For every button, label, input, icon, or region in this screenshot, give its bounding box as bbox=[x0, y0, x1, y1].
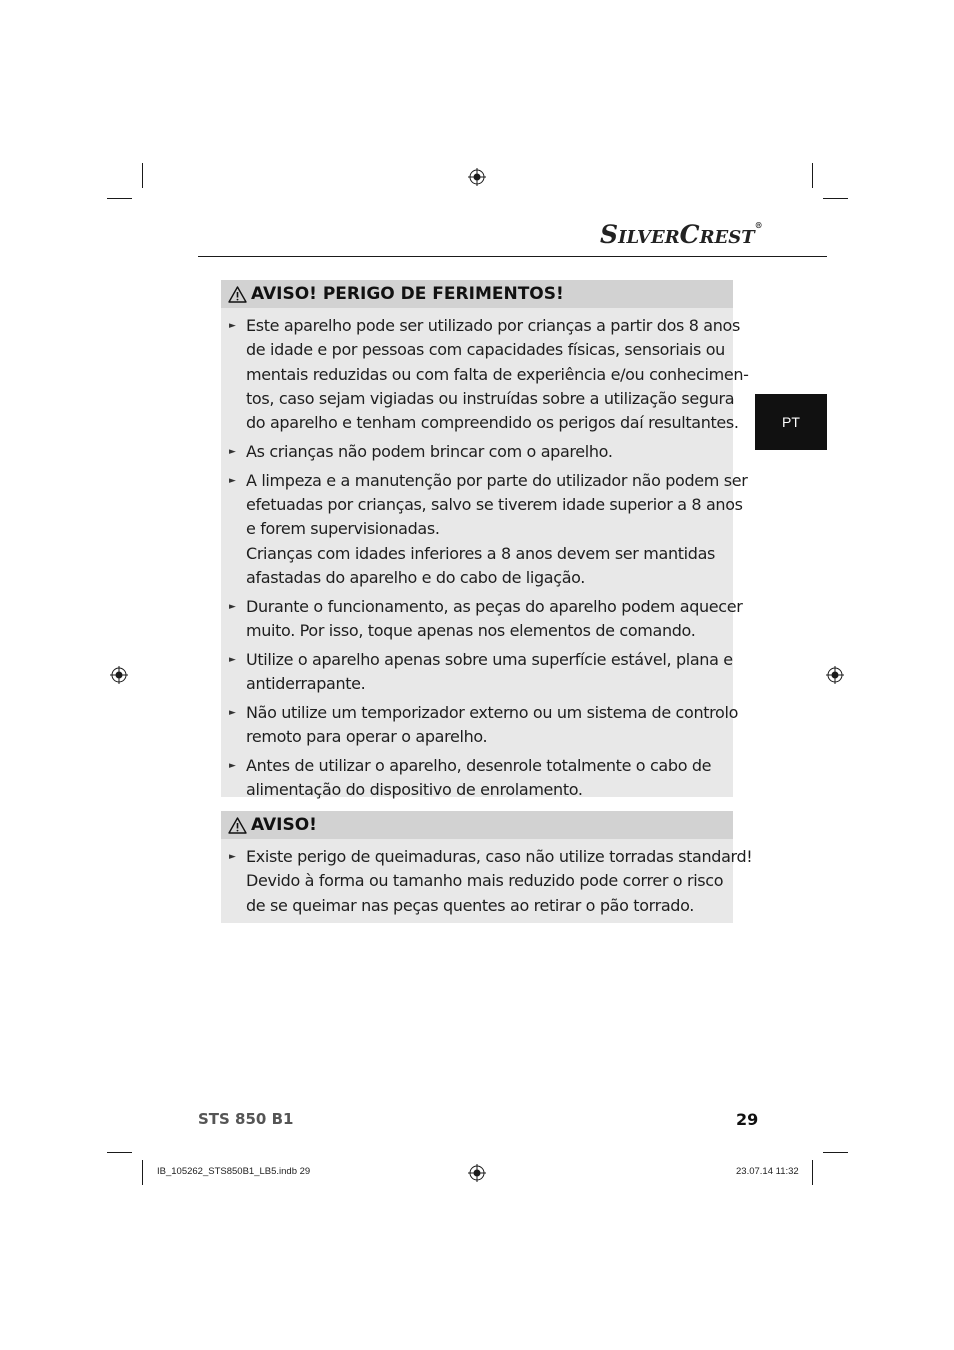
warning-box-title: AVISO! bbox=[221, 811, 733, 839]
list-item-line: efetuadas por crianças, salvo se tiverem idade superior a 8 anos bbox=[246, 495, 743, 515]
list-item-line: Este aparelho pode ser utilizado por crianças a partir dos 8 anos bbox=[246, 316, 740, 335]
list-item-line: Devido à forma ou tamanho mais reduzido pode correr o risco bbox=[246, 871, 724, 891]
list-item-line: As crianças não podem brincar com o aparelho. bbox=[246, 441, 613, 461]
list-item-line: Antes de utilizar o aparelho, desenrole totalmente o cabo de bbox=[246, 756, 712, 776]
list-item-line: e forem supervisionadas. bbox=[246, 519, 440, 539]
crop-mark bbox=[812, 163, 813, 188]
list-item bbox=[229, 595, 743, 644]
warning-triangle-icon bbox=[228, 286, 247, 303]
list-item bbox=[229, 701, 739, 750]
model-number: STS 850 B1 bbox=[198, 1110, 294, 1128]
list-item-line: mentais reduzidas ou com falta de experiência e/ou conhecimen- bbox=[246, 364, 749, 384]
bullet-arrow-icon: ► bbox=[229, 852, 236, 862]
list-item-line: Não utilize um temporizador externo ou um sistema de controlo bbox=[246, 702, 739, 722]
list-item-line: afastadas do aparelho e do cabo de ligação. bbox=[246, 567, 586, 587]
list-item-line: tos, caso sejam vigiadas ou instruídas sobre a utilização segura bbox=[246, 388, 735, 408]
list-item-line: Existe perigo de queimaduras, caso não utilize torradas standard! bbox=[246, 847, 753, 866]
page-number: 29 bbox=[736, 1110, 759, 1129]
header-rule bbox=[198, 256, 827, 257]
registration-mark-icon bbox=[826, 666, 844, 684]
list-item bbox=[229, 314, 749, 435]
bullet-arrow-icon: ► bbox=[229, 601, 236, 612]
brand-logo: SILVERCREST® bbox=[600, 220, 763, 249]
slug-timestamp: 23.07.14 11:32 bbox=[736, 1166, 799, 1177]
warning-triangle-icon bbox=[228, 817, 247, 834]
warning-list bbox=[221, 839, 753, 918]
registration-mark-icon bbox=[468, 168, 486, 186]
warning-box-burns bbox=[221, 811, 753, 923]
bullet-arrow-icon: ► bbox=[229, 446, 236, 457]
list-item bbox=[229, 440, 727, 464]
crop-mark bbox=[823, 1152, 848, 1153]
crop-mark bbox=[142, 1160, 143, 1185]
list-item-line: de se queimar nas peças quentes ao retirar o pão torrado. bbox=[246, 895, 694, 915]
registration-mark-icon bbox=[468, 1164, 486, 1182]
list-item-line: alimentação do dispositivo de enrolamento. bbox=[246, 780, 583, 800]
list-item bbox=[229, 469, 748, 590]
crop-mark bbox=[107, 198, 132, 199]
list-item bbox=[229, 648, 733, 697]
list-item bbox=[229, 754, 727, 803]
crop-mark bbox=[107, 1152, 132, 1153]
list-item-line: Durante o funcionamento, as peças do aparelho podem aquecer bbox=[246, 596, 743, 616]
bullet-arrow-icon: ► bbox=[229, 654, 236, 665]
list-item bbox=[229, 845, 753, 918]
crop-mark bbox=[142, 163, 143, 188]
warning-box-title: AVISO! PERIGO DE FERIMENTOS! bbox=[221, 280, 733, 308]
crop-mark bbox=[812, 1160, 813, 1185]
list-item-line: de idade e por pessoas com capacidades físicas, sensoriais ou bbox=[246, 340, 725, 360]
list-item-line: A limpeza e a manutenção por parte do utilizador não podem ser bbox=[246, 470, 748, 490]
bullet-arrow-icon: ► bbox=[229, 761, 236, 772]
list-item-line: antiderrapante. bbox=[246, 674, 366, 694]
list-item-line: Utilize o aparelho apenas sobre uma superfície estável, plana e bbox=[246, 649, 733, 669]
language-tab: PT bbox=[755, 394, 827, 450]
warning-box-injury bbox=[221, 280, 749, 800]
list-item-line: Crianças com idades inferiores a 8 anos devem ser mantidas bbox=[246, 543, 716, 563]
crop-mark bbox=[823, 198, 848, 199]
list-item-line: do aparelho e tenham compreendido os perigos daí resultantes. bbox=[246, 413, 739, 433]
list-item-line: remoto para operar o aparelho. bbox=[246, 727, 488, 747]
warning-list bbox=[221, 308, 749, 803]
slug-file: IB_105262_STS850B1_LB5.indb 29 bbox=[157, 1166, 311, 1177]
bullet-arrow-icon: ► bbox=[229, 707, 236, 718]
bullet-arrow-icon: ► bbox=[229, 475, 236, 486]
registration-mark-icon bbox=[110, 666, 128, 684]
list-item-line: muito. Por isso, toque apenas nos elementos de comando. bbox=[246, 621, 696, 641]
bullet-arrow-icon: ► bbox=[229, 321, 236, 331]
